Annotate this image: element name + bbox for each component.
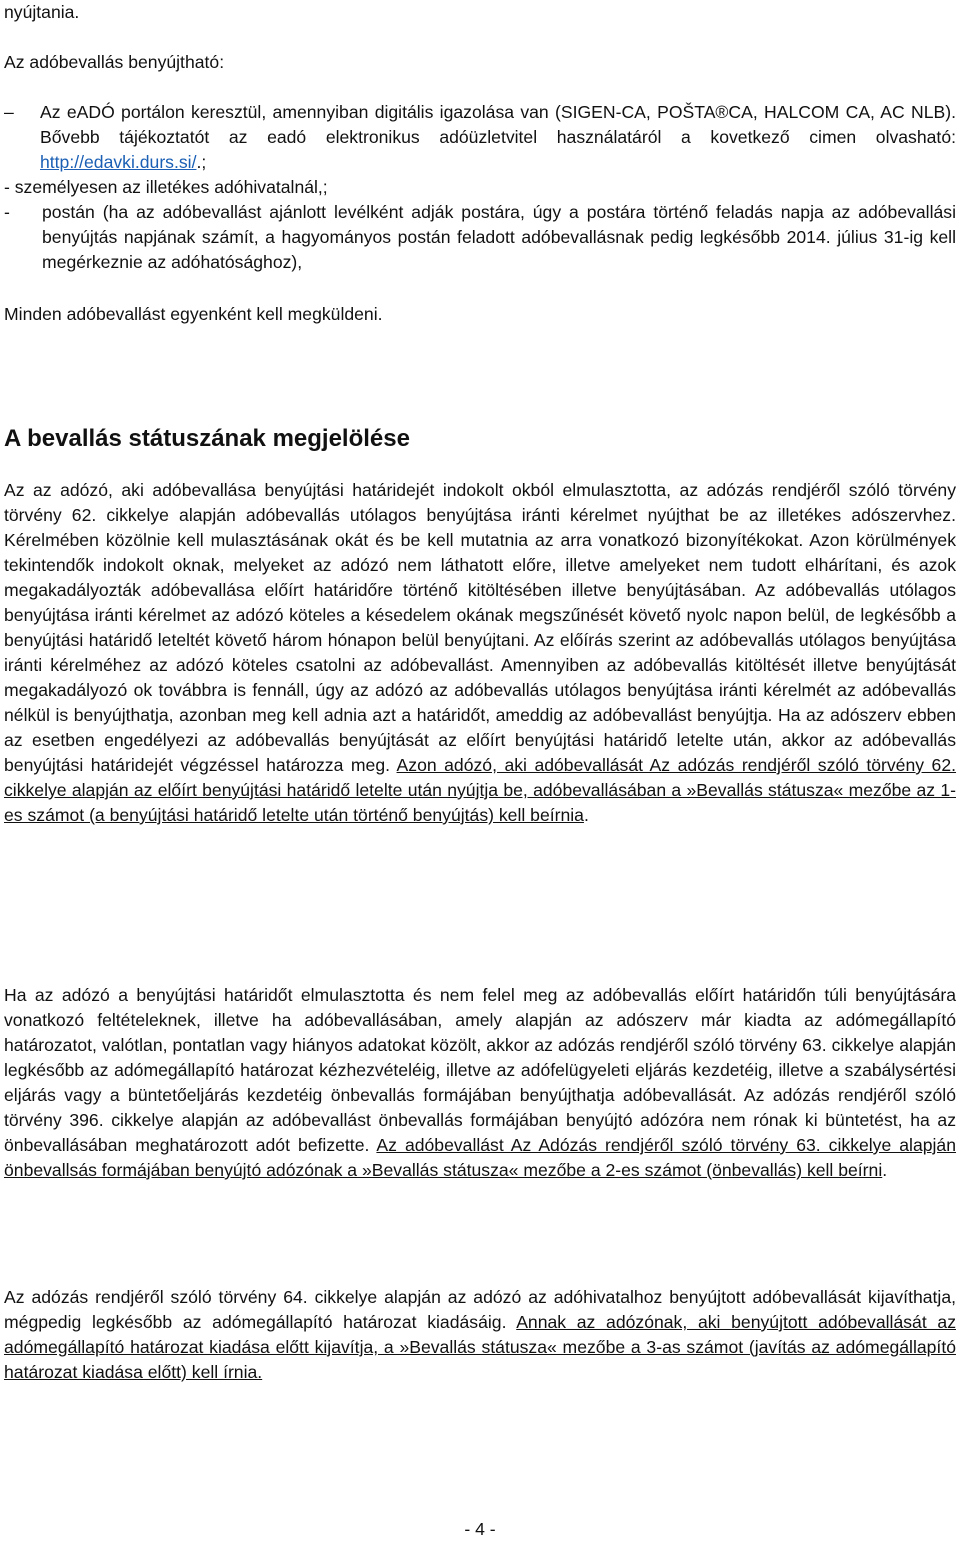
paragraph-late-end: . — [583, 805, 589, 825]
section-heading: A bevallás státuszának megjelölése — [4, 425, 410, 452]
bullet-dash: – — [4, 102, 14, 122]
bullet-post-text: postán (ha az adóbevallást ajánlott levélként adják postára, úgy a postára történő feladás napja az adóbevallási benyújtás napjának számít, a hagyományos postán feladott adóbevallásnak pedig legkésőbb 2014. július 31-ig kell megérkeznie az adóhatósághoz), — [42, 202, 956, 272]
edavki-link[interactable]: http://edavki.durs.si/ — [40, 152, 197, 172]
paragraph-late-underlined: Azon adózó, aki adóbevallását Az adózás rendjéről szóló törvény 62. cikkelye alapján az előírt benyújtási határidő letelte után nyújtja be, adóbevallásában a »Bevallás státusza« mezőbe az 1-es számot (a benyújtási határidő letelte után történő benyújtás) kell beírnia — [4, 755, 957, 825]
paragraph-late-plain: Az az adózó, aki adóbevallása benyújtási határidejét indokolt okból elmulasztotta, az adózás rendjéről szóló törvény törvény 62. cikkelye alapján adóbevallás utólagos benyújtása iránti kérelmet nyújthat be az illetékes adószervhez. Kérelmében közölnie kell mulasztásának okát és be kell mutatnia az arra vonatkozó bizonyítékokat. Azon körülmények tekintendők indokolt oknak, melyeket az adózó nem láthatott előre, illetve amelyeket nem tudott elhárítani, és azok megakadályozták adóbevallása előírt határidőre történő kitöltésében illetve benyújtásában. Az adóbevallás utólagos benyújtása iránti kérelmet az adózó köteles a késedelem okának megszűnését követő nyolc napon belül, de legkésőbb a benyújtási határidő leteltét követő három hónapon belül benyújtani. Az előírás szerint az adóbevallás utólagos benyújtása iránti kérelméhez az adózó köteles csatolni az adóbevallást. Amennyiben az adóbevallás kitöltését illetve benyújtását megakadályozó ok továbbra is fennáll, úgy az adózó az adóbevallás utólagos benyújtása iránti kérelmét az adóbevallás nélkül is benyújthatja, azonban meg kell adnia azt a határidőt, ameddig az adóbevallást benyújtja. Ha az adószerv ebben az esetben engedélyezi az adóbevallás benyújtását az előírt benyújtási határidő letelte után, akkor az adóbevallás benyújtási határidejét végzéssel határozza meg. — [4, 480, 956, 775]
bullet-personal: - személyesen az illetékes adóhivatalnál,; — [4, 177, 328, 197]
intro-fragment: nyújtania. — [4, 2, 80, 22]
bullet-edo — [4, 100, 956, 175]
paragraph-self-assessment — [4, 983, 956, 1183]
paragraph-self-plain: Ha az adózó a benyújtási határidőt elmulasztotta és nem felel meg az adóbevallás előírt határidőn túli benyújtására vonatkozó feltételeknek, illetve ha adóbevallásában, amely alapján az adószerv már kiadta az adómegállapító határozatot, valótlan, pontatlan vagy hiányos adatokat közölt, akkor az adózás rendjéről szóló törvény 63. cikkelye alapján legkésőbb az adómegállapító határozat kézhezvételéig, illetve az adófelügyeleti eljárás kezdetéig, illetve a szabálysértési eljárás vagy a büntetőeljárás kezdetéig önbevallás formájában benyújthatja adóbevallását. Az adózás rendjéről szóló törvény 396. cikkelye alapján az adóbevallást önbevallás formájában benyújtó adózóra nem rónak ki büntetést, ha az önbevallásában meghatározott adót befizette. — [4, 985, 956, 1155]
bullet-edo-text — [40, 100, 956, 175]
page-number: - 4 - — [464, 1519, 496, 1539]
paragraph-self-end: . — [882, 1160, 888, 1180]
bullet-edo-body: Az eADÓ portálon keresztül, amennyiban digitális igazolása van (SIGEN-CA, POŠTA®CA, HALCOM CA, AC NLB). Bővebb tájékoztatót az eadó elektronikus adóüzletvitel használatáról a kovetkező cimen olvasható: — [40, 102, 956, 147]
bullet-edo-suffix: .; — [196, 152, 207, 172]
paragraph-late-submission — [4, 478, 956, 828]
each-separately: Minden adóbevallást egyenként kell megküldeni. — [4, 304, 383, 324]
bullet-dash: - — [4, 202, 10, 222]
paragraph-correction-plain: Az adózás rendjéről szóló törvény 64. cikkelye alapján az adózó az adóhivatalhoz benyújtott adóbevallását kijavíthatja, mégpedig legkésőbb az adómegállapító határozat kiadásáig. — [4, 1287, 956, 1332]
paragraph-correction — [4, 1285, 956, 1385]
paragraph-correction-underlined: Annak az adózónak, aki benyújtott adóbevallását az adómegállapító határozat kiadása előtt kijavítja, a »Bevallás státusza« mezőbe a 3-as számot (javítás az adómegállapító határozat kiadása előtt) kell írnia. — [4, 1312, 956, 1382]
bullet-post — [4, 200, 956, 275]
submission-title: Az adóbevallás benyújtható: — [4, 52, 225, 72]
paragraph-self-underlined: Az adóbevallást Az Adózás rendjéről szóló törvény 63. cikkelye alapján önbevallsás formájában benyújtó adózónak a »Bevallás státusza« mezőbe a 2-es számot (önbevallás) kell beírni — [4, 1135, 957, 1180]
